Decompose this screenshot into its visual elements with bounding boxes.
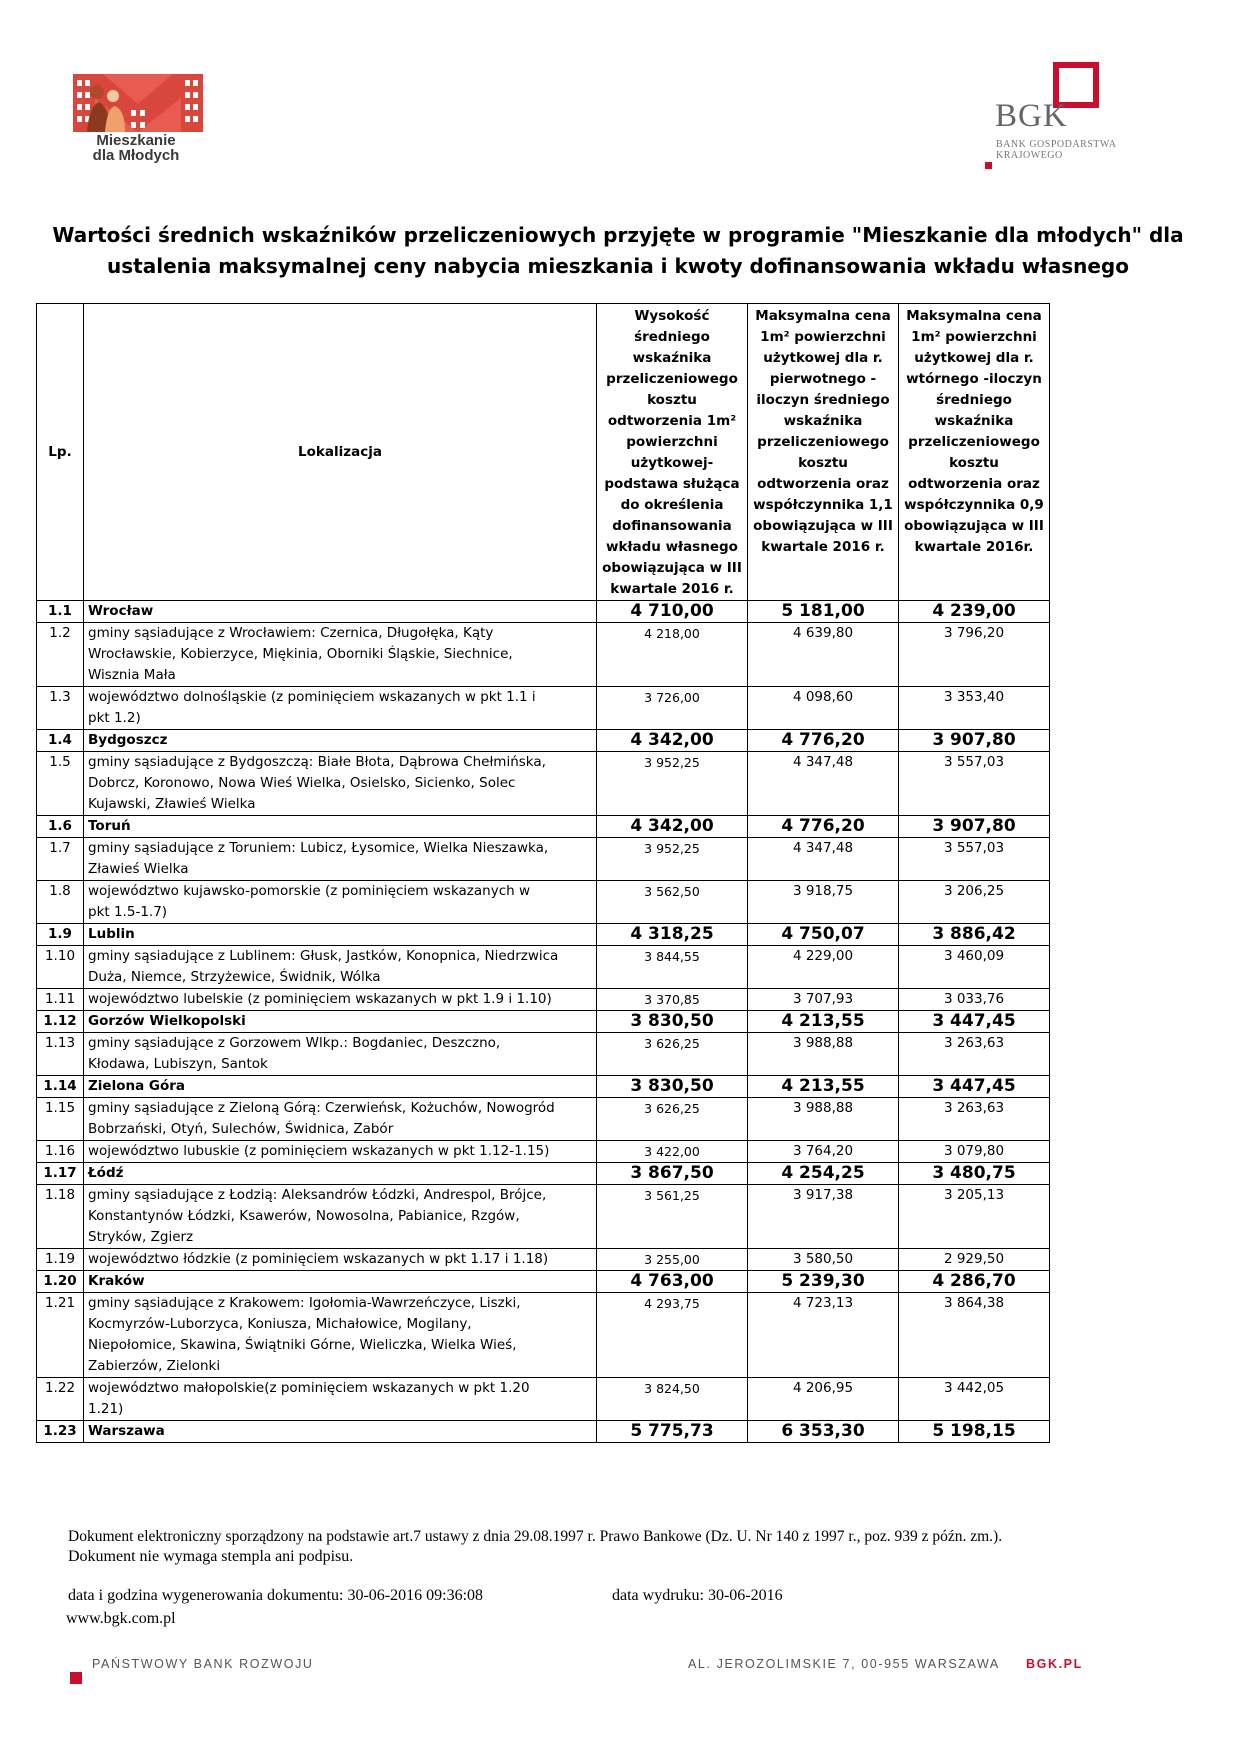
row-location-line: gminy sąsiadujące z Wrocławiem: Czernica, Długołęka, Kąty [88, 625, 494, 641]
header-v2-line: obowiązująca w III [753, 518, 893, 534]
table-row [37, 623, 1050, 687]
header-v2-line: odtworzenia oraz [757, 476, 889, 492]
table-row [37, 1076, 1050, 1098]
header-v3-line: średniego [936, 392, 1012, 408]
row-location [84, 924, 597, 946]
row-value-v2: 4 206,95 [748, 1378, 899, 1421]
indicator-table [36, 303, 1050, 1443]
row-value-v3: 3 205,13 [899, 1185, 1050, 1249]
row-value-v2: 5 239,30 [748, 1271, 899, 1293]
row-location-line: pkt 1.5-1.7) [88, 904, 168, 920]
table-row [37, 687, 1050, 730]
row-value-v1: 3 562,50 [597, 881, 748, 924]
row-location-line: gminy sąsiadujące z Bydgoszczą: Białe Błota, Dąbrowa Chełmińska, [88, 754, 546, 770]
bgk-logo [975, 60, 1155, 175]
row-lp: 1.5 [37, 752, 84, 816]
bgk-logo-sub-1: BANK GOSPODARSTWA [996, 139, 1117, 150]
row-value-v2: 4 213,55 [748, 1076, 899, 1098]
row-location [84, 687, 597, 730]
row-value-v3: 3 447,45 [899, 1011, 1050, 1033]
row-value-v2: 3 580,50 [748, 1249, 899, 1271]
row-location-line: gminy sąsiadujące z Lublinem: Głusk, Jastków, Konopnica, Niedrzwica [88, 948, 559, 964]
row-location [84, 816, 597, 838]
legal-note-line-2: Dokument nie wymaga stempla ani podpisu. [68, 1548, 354, 1565]
header-v2-line: Maksymalna cena [755, 308, 891, 324]
mieszkanie-dla-mlodych-logo [68, 68, 218, 178]
row-value-v3: 4 286,70 [899, 1271, 1050, 1293]
footer-address: AL. JEROZOLIMSKIE 7, 00-955 WARSZAWA [688, 1657, 1000, 1671]
row-lp: 1.17 [37, 1163, 84, 1185]
row-location-line: Konstantynów Łódzki, Ksawerów, Nowosolna, Pabianice, Rzgów, [88, 1208, 520, 1224]
row-location-line: województwo lubuskie (z pominięciem wskazanych w pkt 1.12-1.15) [88, 1143, 550, 1159]
footer-site[interactable]: BGK.PL [1026, 1657, 1083, 1671]
row-location [84, 1141, 597, 1163]
row-location-line: Zielona Góra [88, 1078, 186, 1094]
bgk-red-square-icon [985, 162, 992, 169]
row-value-v2: 4 347,48 [748, 838, 899, 881]
row-lp: 1.9 [37, 924, 84, 946]
row-value-v3: 3 033,76 [899, 989, 1050, 1011]
row-value-v1: 4 318,25 [597, 924, 748, 946]
row-value-v2: 4 347,48 [748, 752, 899, 816]
row-value-v2: 4 723,13 [748, 1293, 899, 1378]
row-location-line: Niepołomice, Skawina, Świątniki Górne, Wieliczka, Wielka Wieś, [88, 1337, 517, 1353]
row-value-v2: 4 639,80 [748, 623, 899, 687]
print-date: data wydruku: 30-06-2016 [612, 1587, 783, 1604]
row-location-line: gminy sąsiadujące z Gorzowem Wlkp.: Bogdaniec, Deszczno, [88, 1035, 501, 1051]
row-lp: 1.22 [37, 1378, 84, 1421]
row-value-v3: 3 447,45 [899, 1076, 1050, 1098]
generated-date: data i godzina wygenerowania dokumentu: 30-06-2016 09:36:08 [68, 1587, 484, 1604]
table-row [37, 1271, 1050, 1293]
header-v1-line: do określenia [620, 497, 724, 513]
header-v3-line: kosztu [949, 455, 999, 471]
row-value-v2: 3 707,93 [748, 989, 899, 1011]
footer-bank-name: PAŃSTWOWY BANK ROZWOJU [92, 1657, 314, 1671]
table-row [37, 1378, 1050, 1421]
header-v1-line: podstawa służąca [604, 476, 740, 492]
header-v1-line: wkładu własnego [606, 539, 738, 555]
row-value-v3: 3 907,80 [899, 730, 1050, 752]
row-lp: 1.6 [37, 816, 84, 838]
row-location-line: 1.21) [88, 1401, 124, 1417]
row-value-v2: 4 213,55 [748, 1011, 899, 1033]
header-v1-line: dofinansowania [612, 518, 732, 534]
row-value-v3: 3 353,40 [899, 687, 1050, 730]
header-v1-line: średniego [634, 329, 710, 345]
header-v2-line: użytkowej dla r. [763, 350, 883, 366]
row-location [84, 1185, 597, 1249]
header-location: Lokalizacja [84, 304, 597, 601]
row-location-line: Wrocławskie, Kobierzyce, Miękinia, Oborniki Śląskie, Siechnice, [88, 646, 513, 662]
table-row [37, 1011, 1050, 1033]
header-v2-line: pierwotnego - [769, 371, 877, 387]
row-location-line: województwo lubelskie (z pominięciem wskazanych w pkt 1.9 i 1.10) [88, 991, 552, 1007]
document-title [50, 220, 1186, 282]
legal-note [68, 1527, 1198, 1567]
row-location [84, 1378, 597, 1421]
row-value-v3: 3 557,03 [899, 752, 1050, 816]
row-location-line: Warszawa [88, 1423, 165, 1439]
website-link[interactable]: www.bgk.com.pl [66, 1610, 176, 1627]
row-location-line: Kraków [88, 1273, 145, 1289]
row-lp: 1.23 [37, 1421, 84, 1443]
row-value-v2: 4 098,60 [748, 687, 899, 730]
row-location-line: Zławieś Wielka [88, 861, 189, 877]
row-location-line: Zabierzów, Zielonki [88, 1358, 221, 1374]
row-location-line: Wisznia Mała [88, 667, 176, 683]
row-value-v3: 2 929,50 [899, 1249, 1050, 1271]
row-location-line: województwo łódzkie (z pominięciem wskazanych w pkt 1.17 i 1.18) [88, 1251, 549, 1267]
row-value-v2: 4 229,00 [748, 946, 899, 989]
row-location [84, 1098, 597, 1141]
row-value-v1: 4 342,00 [597, 816, 748, 838]
row-location-line: województwo małopolskie(z pominięciem wskazanych w pkt 1.20 [88, 1380, 530, 1396]
row-value-v1: 3 824,50 [597, 1378, 748, 1421]
row-location-line: pkt 1.2) [88, 710, 141, 726]
row-location [84, 1271, 597, 1293]
row-value-v1: 3 952,25 [597, 838, 748, 881]
row-value-v1: 4 293,75 [597, 1293, 748, 1378]
table-row [37, 752, 1050, 816]
row-value-v1: 3 830,50 [597, 1011, 748, 1033]
header-avg-indicator [597, 304, 748, 601]
row-location-line: województwo dolnośląskie (z pominięciem wskazanych w pkt 1.1 i [88, 689, 536, 705]
row-location-line: gminy sąsiadujące z Toruniem: Lubicz, Łysomice, Wielka Nieszawka, [88, 840, 549, 856]
row-location [84, 601, 597, 623]
row-value-v2: 3 918,75 [748, 881, 899, 924]
title-line-1: Wartości średnich wskaźników przeliczeniowych przyjęte w programie "Mieszkanie dla młodych" dla [52, 223, 1184, 247]
row-value-v1: 3 626,25 [597, 1033, 748, 1076]
row-value-v2: 3 988,88 [748, 1033, 899, 1076]
row-value-v1: 3 844,55 [597, 946, 748, 989]
header-v1-line: odtworzenia 1m² [607, 413, 737, 429]
table-header-row [37, 304, 1050, 601]
row-location-line: gminy sąsiadujące z Łodzią: Aleksandrów Łódzki, Andrespol, Brójce, [88, 1187, 547, 1203]
row-value-v1: 3 952,25 [597, 752, 748, 816]
row-value-v3: 3 263,63 [899, 1098, 1050, 1141]
table-row [37, 838, 1050, 881]
row-location-line: Kłodawa, Lubiszyn, Santok [88, 1056, 268, 1072]
row-value-v1: 3 867,50 [597, 1163, 748, 1185]
row-value-v3: 3 557,03 [899, 838, 1050, 881]
header-v3-line: użytkowej dla r. [914, 350, 1034, 366]
row-location-line: Wrocław [88, 603, 154, 619]
logo-text-line-2: dla Młodych [92, 147, 180, 164]
row-location-line: województwo kujawsko-pomorskie (z pominięciem wskazanych w [88, 883, 531, 899]
building-logo-icon [73, 70, 203, 132]
row-lp: 1.14 [37, 1076, 84, 1098]
row-value-v1: 4 763,00 [597, 1271, 748, 1293]
row-value-v2: 6 353,30 [748, 1421, 899, 1443]
row-value-v1: 3 422,00 [597, 1141, 748, 1163]
header-v3-line: wtórnego -iloczyn [906, 371, 1042, 387]
table-row [37, 1293, 1050, 1378]
row-location-line: gminy sąsiadujące z Krakowem: Igołomia-Wawrzeńczyce, Liszki, [88, 1295, 521, 1311]
table-row [37, 601, 1050, 623]
table-row [37, 1185, 1050, 1249]
row-location-line: Kujawski, Zławieś Wielka [88, 796, 256, 812]
row-value-v3: 3 442,05 [899, 1378, 1050, 1421]
row-location-line: Bydgoszcz [88, 732, 168, 748]
row-location-line: Bobrzański, Otyń, Sulechów, Świdnica, Zabór [88, 1121, 394, 1137]
row-location [84, 946, 597, 989]
header-v3-line: przeliczeniowego [908, 434, 1040, 450]
row-value-v2: 4 254,25 [748, 1163, 899, 1185]
row-location-line: gminy sąsiadujące z Zieloną Górą: Czerwieńsk, Kożuchów, Nowogród [88, 1100, 555, 1116]
row-value-v1: 4 218,00 [597, 623, 748, 687]
row-value-v1: 3 830,50 [597, 1076, 748, 1098]
row-location [84, 838, 597, 881]
row-value-v1: 3 626,25 [597, 1098, 748, 1141]
table-row [37, 1163, 1050, 1185]
row-value-v3: 3 796,20 [899, 623, 1050, 687]
row-location-line: Duża, Niemce, Strzyżewice, Świdnik, Wólka [88, 969, 381, 985]
legal-note-line-1: Dokument elektroniczny sporządzony na podstawie art.7 ustawy z dnia 29.08.1997 r. Prawo Bankowe (Dz. U. Nr 140 z 1997 r., poz. 939 z późn. zm.). [68, 1528, 1003, 1545]
row-lp: 1.3 [37, 687, 84, 730]
row-value-v1: 5 775,73 [597, 1421, 748, 1443]
row-lp: 1.13 [37, 1033, 84, 1076]
row-location [84, 1076, 597, 1098]
header-v1-line: powierzchni [626, 434, 718, 450]
row-lp: 1.7 [37, 838, 84, 881]
header-v2-line: kwartale 2016 r. [761, 539, 885, 555]
row-lp: 1.1 [37, 601, 84, 623]
row-value-v3: 3 864,38 [899, 1293, 1050, 1378]
header-v1-line: przeliczeniowego [606, 371, 738, 387]
row-value-v2: 4 776,20 [748, 730, 899, 752]
row-value-v2: 4 750,07 [748, 924, 899, 946]
table-row [37, 881, 1050, 924]
row-lp: 1.10 [37, 946, 84, 989]
row-value-v3: 3 460,09 [899, 946, 1050, 989]
row-value-v1: 3 726,00 [597, 687, 748, 730]
bgk-logo-name: BGK [995, 98, 1068, 134]
row-location [84, 1421, 597, 1443]
header-v3-line: kwartale 2016r. [914, 539, 1034, 555]
row-location-line: Dobrcz, Koronowo, Nowa Wieś Wielka, Osielsko, Sicienko, Solec [88, 775, 516, 791]
header-v2-line: współczynnika 1,1 [753, 497, 893, 513]
row-lp: 1.15 [37, 1098, 84, 1141]
row-location-line: Lublin [88, 926, 135, 942]
row-value-v2: 3 917,38 [748, 1185, 899, 1249]
header-max-price-secondary [899, 304, 1050, 601]
row-value-v3: 3 079,80 [899, 1141, 1050, 1163]
row-value-v2: 3 988,88 [748, 1098, 899, 1141]
row-value-v2: 5 181,00 [748, 601, 899, 623]
header-v2-line: iloczyn średniego [756, 392, 890, 408]
row-location [84, 730, 597, 752]
header-v3-line: odtworzenia oraz [908, 476, 1040, 492]
row-value-v3: 5 198,15 [899, 1421, 1050, 1443]
row-lp: 1.2 [37, 623, 84, 687]
row-location [84, 1293, 597, 1378]
header-lp: Lp. [37, 304, 84, 601]
table-row [37, 1249, 1050, 1271]
header-max-price-primary [748, 304, 899, 601]
table-row [37, 1421, 1050, 1443]
row-location [84, 1011, 597, 1033]
row-value-v2: 3 764,20 [748, 1141, 899, 1163]
row-location-line: Toruń [88, 818, 131, 834]
row-value-v1: 3 370,85 [597, 989, 748, 1011]
row-lp: 1.12 [37, 1011, 84, 1033]
row-value-v1: 4 710,00 [597, 601, 748, 623]
table-row [37, 1098, 1050, 1141]
header-v2-line: wskaźnika [783, 413, 863, 429]
row-value-v1: 4 342,00 [597, 730, 748, 752]
row-value-v2: 4 776,20 [748, 816, 899, 838]
table-row [37, 924, 1050, 946]
header-v3-line: obowiązująca w III [904, 518, 1044, 534]
row-location [84, 989, 597, 1011]
row-lp: 1.4 [37, 730, 84, 752]
header-v1-line: Wysokość [634, 308, 710, 324]
row-value-v3: 4 239,00 [899, 601, 1050, 623]
header-v1-line: kosztu [647, 392, 697, 408]
row-value-v3: 3 907,80 [899, 816, 1050, 838]
row-lp: 1.19 [37, 1249, 84, 1271]
row-value-v3: 3 263,63 [899, 1033, 1050, 1076]
title-line-2: ustalenia maksymalnej ceny nabycia mieszkania i kwoty dofinansowania wkładu własnego [107, 254, 1129, 278]
header-v1-line: użytkowej- [630, 455, 714, 471]
row-lp: 1.11 [37, 989, 84, 1011]
table-row [37, 989, 1050, 1011]
row-location-line: Łódź [88, 1165, 124, 1181]
table-row [37, 946, 1050, 989]
header-v3-line: współczynnika 0,9 [904, 497, 1044, 513]
header-v1-line: wskaźnika [632, 350, 712, 366]
table-row [37, 816, 1050, 838]
row-location [84, 881, 597, 924]
row-value-v3: 3 886,42 [899, 924, 1050, 946]
header-v3-line: 1m² powierzchni [911, 329, 1037, 345]
row-value-v3: 3 480,75 [899, 1163, 1050, 1185]
row-value-v1: 3 561,25 [597, 1185, 748, 1249]
bgk-logo-sub-2: KRAJOWEGO [996, 150, 1063, 161]
row-lp: 1.18 [37, 1185, 84, 1249]
row-location-line: Gorzów Wielkopolski [88, 1013, 246, 1029]
header-v1-line: obowiązująca w III [602, 560, 742, 576]
header-v2-line: przeliczeniowego [757, 434, 889, 450]
logo-text-line-1: Mieszkanie [96, 132, 176, 149]
row-lp: 1.21 [37, 1293, 84, 1378]
row-location-line: Stryków, Zgierz [88, 1229, 194, 1245]
table-row [37, 1141, 1050, 1163]
header-v2-line: 1m² powierzchni [760, 329, 886, 345]
table-row [37, 730, 1050, 752]
header-v1-line: kwartale 2016 r. [610, 581, 734, 597]
header-v3-line: wskaźnika [934, 413, 1014, 429]
row-location [84, 623, 597, 687]
row-lp: 1.16 [37, 1141, 84, 1163]
row-value-v1: 3 255,00 [597, 1249, 748, 1271]
header-v2-line: kosztu [798, 455, 848, 471]
row-lp: 1.8 [37, 881, 84, 924]
row-location-line: Kocmyrzów-Luborzyca, Koniusza, Michałowice, Mogilany, [88, 1316, 472, 1332]
row-location [84, 1249, 597, 1271]
row-location [84, 1163, 597, 1185]
header-v3-line: Maksymalna cena [906, 308, 1042, 324]
footer-red-square-icon [70, 1672, 82, 1684]
row-lp: 1.20 [37, 1271, 84, 1293]
row-location [84, 1033, 597, 1076]
table-row [37, 1033, 1050, 1076]
row-location [84, 752, 597, 816]
row-value-v3: 3 206,25 [899, 881, 1050, 924]
